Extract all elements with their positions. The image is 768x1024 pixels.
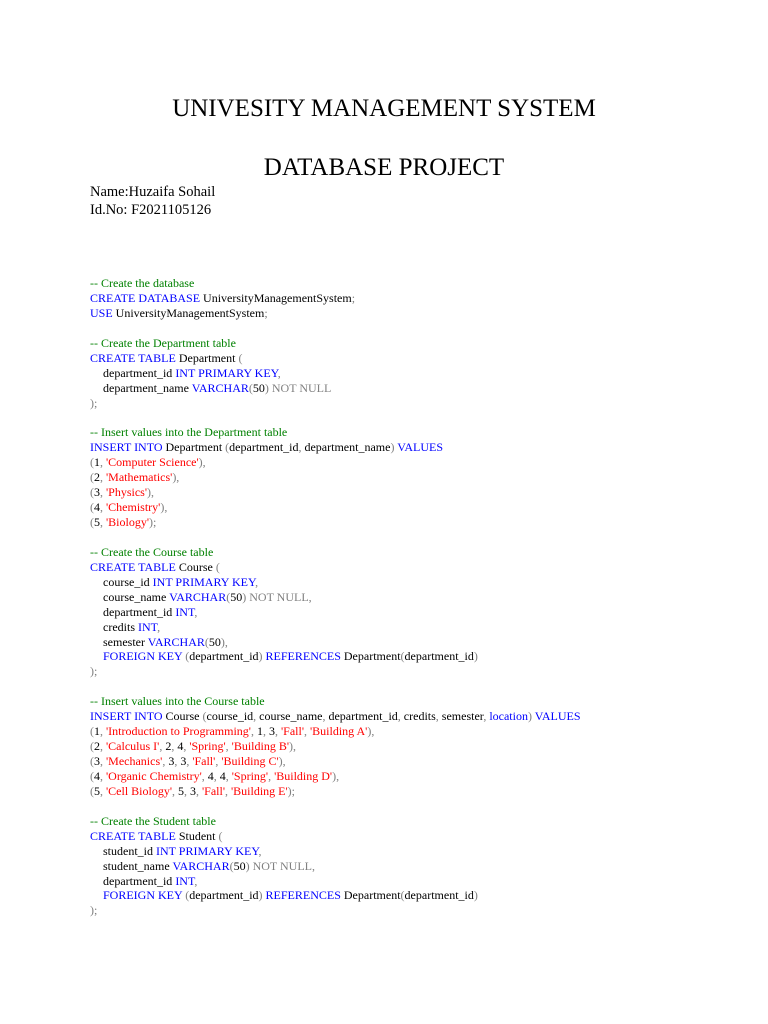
sql-identifier: Course: [178, 559, 216, 574]
sql-comment: -- Create the Department table: [90, 335, 236, 350]
sql-punctuation: ),: [220, 634, 228, 649]
code-line: [90, 649, 581, 664]
sql-identifier: 50: [208, 634, 221, 649]
sql-identifier: Student: [178, 828, 219, 843]
code-line: [90, 381, 581, 396]
sql-string: 'Spring': [231, 768, 269, 783]
sql-punctuation: ,: [250, 724, 257, 739]
sql-punctuation: ,: [174, 754, 181, 768]
sql-keyword: USE: [90, 305, 116, 320]
sql-string: 'Building C': [221, 754, 279, 768]
sql-punctuation: ,: [201, 768, 208, 783]
sql-punctuation: ,: [225, 783, 231, 798]
sql-punctuation: ,: [100, 768, 106, 783]
sql-punctuation: );: [90, 903, 98, 918]
sql-punctuation: (: [90, 724, 94, 739]
sql-identifier: department_name: [304, 440, 391, 455]
sql-punctuation: (: [248, 380, 253, 395]
code-line: [90, 306, 581, 321]
sql-string: 'Introduction to Programming': [106, 724, 251, 739]
sql-string: 'Building E': [231, 783, 288, 798]
sql-identifier: semester: [441, 709, 484, 724]
sql-punctuation: ,: [268, 768, 275, 783]
sql-string: 'Chemistry': [106, 500, 161, 515]
code-line: [90, 664, 581, 679]
sql-punctuation: ,: [159, 739, 166, 754]
sql-identifier: course_id: [206, 709, 254, 724]
code-line: [90, 784, 581, 799]
sql-identifier: 1: [94, 724, 100, 739]
sql-identifier: student_id: [103, 843, 156, 858]
sql-string: 'Fall': [192, 754, 216, 768]
blank-line: [90, 679, 581, 694]
sql-punctuation: (: [400, 649, 405, 664]
sql-identifier: department_name: [103, 380, 192, 395]
sql-punctuation: );: [90, 395, 98, 410]
code-line: [90, 515, 581, 530]
sql-identifier: 2: [94, 470, 100, 485]
sql-punctuation: ,: [196, 783, 202, 798]
sql-identifier: course_name: [259, 709, 323, 724]
sql-punctuation: (: [225, 440, 230, 455]
sql-punctuation: ,: [225, 768, 232, 783]
sql-punctuation: ;: [351, 290, 356, 305]
code-line: [90, 485, 581, 500]
sql-identifier: UniversityManagementSystem: [115, 305, 265, 320]
sql-keyword: VALUES: [397, 440, 444, 455]
sql-string: 'Fall': [280, 724, 304, 739]
code-line: [90, 694, 581, 709]
sql-identifier: department_id: [189, 649, 259, 664]
sql-punctuation: (: [90, 500, 94, 515]
sql-keyword: CREATE TABLE: [90, 828, 179, 843]
sql-punctuation: ),: [367, 724, 375, 739]
sql-punctuation: ,: [100, 515, 106, 529]
sql-keyword: location: [489, 709, 528, 724]
sql-punctuation: ,: [100, 500, 106, 515]
sql-punctuation: (: [90, 754, 94, 768]
blank-line: [90, 410, 581, 425]
sql-identifier: 1: [94, 455, 100, 470]
sql-identifier: 4: [94, 768, 100, 783]
sql-punctuation: ,: [322, 709, 329, 724]
code-line: [90, 575, 581, 590]
sql-string: 'Building B': [231, 739, 289, 754]
sql-identifier: 5: [178, 783, 184, 798]
sql-punctuation: ): [473, 649, 478, 664]
sql-comment: -- Insert values into the Course table: [90, 694, 265, 709]
code-line: [90, 724, 581, 739]
code-line: [90, 635, 581, 650]
sql-identifier: department_id: [103, 873, 176, 888]
sql-punctuation: (: [226, 589, 231, 604]
sql-punctuation: ,: [171, 739, 178, 754]
sql-keyword: REFERENCES: [265, 649, 344, 664]
sql-identifier: 4: [207, 768, 214, 783]
sql-identifier: 4: [219, 768, 226, 783]
blank-line: [90, 799, 581, 814]
sql-identifier: credits: [403, 709, 436, 724]
sql-keyword: INT: [175, 604, 195, 619]
sql-string: 'Organic Chemistry': [106, 768, 202, 783]
sql-punctuation: ,: [100, 485, 106, 500]
sql-punctuation: ,: [253, 709, 260, 724]
sql-punctuation: ): [390, 440, 398, 455]
sql-punctuation: ): [258, 649, 266, 664]
sql-punctuation: (: [90, 515, 94, 529]
sql-keyword: INT PRIMARY KEY: [152, 574, 256, 589]
sql-punctuation: ,: [100, 783, 106, 798]
sql-punctuation: );: [287, 783, 296, 798]
sql-string: 'Spring': [189, 739, 226, 754]
sql-identifier: department_id: [103, 365, 176, 380]
code-line: [90, 276, 581, 291]
sql-code-block: [90, 276, 581, 918]
sql-punctuation: ,: [262, 724, 269, 739]
sql-punctuation: ),: [172, 470, 180, 485]
sql-punctuation: ;: [264, 305, 268, 320]
code-line: [90, 620, 581, 635]
sql-identifier: department_id: [404, 649, 474, 664]
sql-identifier: Department: [178, 350, 239, 365]
sql-punctuation: (: [90, 485, 94, 500]
author-name: Name:Huzaifa Sohail: [90, 184, 216, 200]
sql-keyword: CREATE DATABASE: [90, 290, 204, 305]
sql-punctuation: ,: [274, 724, 281, 739]
sql-string: 'Building A': [309, 724, 368, 739]
sql-identifier: 2: [165, 739, 172, 754]
sql-punctuation: ,: [225, 739, 232, 754]
sql-punctuation: ,: [184, 783, 190, 798]
code-line: [90, 859, 581, 874]
sql-punctuation: ),: [160, 500, 168, 515]
sql-string: 'Computer Science': [106, 455, 199, 470]
sql-punctuation: ,: [194, 604, 198, 619]
sql-identifier: 3: [94, 754, 100, 768]
sql-punctuation: (: [218, 828, 223, 843]
sql-identifier: 3: [190, 783, 196, 798]
sql-identifier: semester: [103, 634, 148, 649]
sql-identifier: 3: [168, 754, 175, 768]
sql-identifier: 1: [256, 724, 263, 739]
sql-punctuation: ,: [100, 470, 106, 485]
sql-identifier: Department: [165, 440, 226, 455]
sql-punctuation: ,: [213, 768, 220, 783]
sql-keyword: REFERENCES: [265, 888, 344, 903]
code-line: [90, 560, 581, 575]
sql-punctuation: ,: [100, 455, 106, 470]
sql-identifier: 3: [268, 724, 275, 739]
sql-punctuation: ),: [147, 485, 154, 500]
sql-keyword: INT: [175, 873, 195, 888]
code-line: [90, 500, 581, 515]
sql-punctuation: ) NOT NULL: [264, 380, 332, 395]
sql-punctuation: ),: [332, 768, 340, 783]
code-line: [90, 874, 581, 889]
sql-identifier: 3: [94, 485, 100, 500]
code-line: [90, 396, 581, 411]
sql-string: 'Biology': [106, 515, 149, 529]
document-title: UNIVESITY MANAGEMENT SYSTEM: [172, 95, 596, 122]
sql-comment: -- Insert values into the Department table: [90, 425, 288, 440]
sql-keyword: INT PRIMARY KEY: [175, 365, 278, 380]
sql-punctuation: ,: [277, 365, 281, 380]
sql-punctuation: ),: [278, 754, 286, 768]
sql-punctuation: ,: [298, 440, 305, 455]
sql-keyword: INT: [138, 619, 158, 634]
sql-comment: -- Create the Student table: [90, 813, 216, 828]
sql-punctuation: ,: [435, 709, 442, 724]
sql-punctuation: ,: [483, 709, 490, 724]
sql-identifier: credits: [103, 619, 138, 634]
sql-keyword: VARCHAR: [172, 858, 230, 873]
sql-punctuation: ) NOT NULL,: [245, 858, 316, 873]
sql-punctuation: (: [90, 455, 94, 470]
code-line: [90, 545, 581, 560]
code-line: [90, 291, 581, 306]
sql-keyword: VARCHAR: [191, 380, 249, 395]
sql-string: 'Mathematics': [106, 470, 173, 485]
sql-identifier: department_id: [404, 888, 474, 903]
code-line: [90, 440, 581, 455]
sql-punctuation: (: [202, 709, 207, 724]
sql-string: 'Building D': [274, 768, 333, 783]
sql-keyword: CREATE TABLE: [90, 559, 179, 574]
sql-identifier: department_id: [328, 709, 398, 724]
code-line: [90, 455, 581, 470]
sql-punctuation: (: [90, 470, 94, 485]
code-line: [90, 903, 581, 918]
sql-keyword: FOREIGN KEY: [103, 649, 186, 664]
sql-punctuation: ,: [162, 754, 169, 768]
code-line: [90, 709, 581, 724]
sql-punctuation: ),: [198, 455, 206, 470]
sql-keyword: FOREIGN KEY: [103, 888, 186, 903]
sql-punctuation: ,: [194, 873, 198, 888]
sql-identifier: course_name: [103, 589, 170, 604]
sql-punctuation: (: [229, 858, 234, 873]
sql-punctuation: ,: [186, 754, 193, 768]
sql-punctuation: ): [527, 709, 535, 724]
sql-identifier: UniversityManagementSystem: [203, 290, 352, 305]
code-line: [90, 769, 581, 784]
code-line: [90, 425, 581, 440]
sql-punctuation: );: [90, 664, 98, 679]
sql-punctuation: (: [90, 783, 94, 798]
sql-string: 'Physics': [106, 485, 147, 500]
document-subtitle: DATABASE PROJECT: [263, 154, 505, 181]
sql-punctuation: (: [185, 649, 190, 664]
sql-keyword: VALUES: [534, 709, 581, 724]
sql-punctuation: (: [238, 350, 243, 365]
sql-identifier: department_id: [189, 888, 259, 903]
code-line: [90, 888, 581, 903]
sql-comment: -- Create the database: [90, 276, 195, 290]
sql-identifier: Department: [343, 888, 401, 903]
sql-keyword: INSERT INTO: [90, 709, 166, 724]
code-line: [90, 844, 581, 859]
sql-identifier: 50: [230, 589, 243, 604]
code-line: [90, 829, 581, 844]
sql-punctuation: (: [215, 559, 220, 574]
sql-keyword: INSERT INTO: [90, 440, 166, 455]
sql-string: 'Calculus I': [106, 739, 160, 754]
code-line: [90, 754, 581, 769]
sql-identifier: department_id: [229, 440, 299, 455]
code-line: [90, 366, 581, 381]
sql-identifier: 50: [233, 858, 246, 873]
sql-punctuation: ,: [183, 739, 190, 754]
sql-punctuation: (: [185, 888, 190, 903]
sql-punctuation: ): [473, 888, 478, 903]
sql-identifier: 4: [94, 500, 100, 515]
sql-comment: -- Create the Course table: [90, 544, 214, 559]
sql-identifier: Department: [343, 649, 401, 664]
sql-string: 'Fall': [202, 783, 225, 798]
code-line: [90, 470, 581, 485]
sql-identifier: 4: [177, 739, 184, 754]
sql-punctuation: ,: [157, 619, 161, 634]
sql-punctuation: (: [204, 634, 209, 649]
sql-keyword: VARCHAR: [147, 634, 205, 649]
sql-identifier: department_id: [103, 604, 176, 619]
sql-keyword: INT PRIMARY KEY: [156, 843, 259, 858]
blank-line: [90, 530, 581, 545]
sql-string: 'Cell Biology': [106, 783, 172, 798]
sql-punctuation: ): [258, 888, 266, 903]
sql-identifier: 5: [94, 515, 100, 529]
sql-identifier: 3: [180, 754, 187, 768]
sql-punctuation: (: [90, 739, 94, 754]
sql-keyword: VARCHAR: [169, 589, 227, 604]
code-line: [90, 336, 581, 351]
code-line: [90, 351, 581, 366]
blank-line: [90, 321, 581, 336]
sql-punctuation: ),: [289, 739, 296, 754]
sql-keyword: CREATE TABLE: [90, 350, 179, 365]
sql-punctuation: ,: [100, 724, 106, 739]
sql-identifier: course_id: [103, 574, 153, 589]
sql-punctuation: ,: [397, 709, 404, 724]
sql-punctuation: (: [90, 768, 94, 783]
sql-punctuation: ,: [172, 783, 178, 798]
code-line: [90, 814, 581, 829]
sql-identifier: student_name: [103, 858, 173, 873]
sql-identifier: 2: [94, 739, 100, 754]
sql-punctuation: (: [400, 888, 405, 903]
sql-identifier: 50: [252, 380, 265, 395]
sql-string: 'Mechanics': [106, 754, 163, 768]
sql-punctuation: ,: [100, 739, 106, 754]
sql-punctuation: ,: [303, 724, 310, 739]
sql-punctuation: ,: [258, 843, 262, 858]
sql-identifier: Course: [165, 709, 203, 724]
sql-identifier: 5: [94, 783, 100, 798]
code-line: [90, 739, 581, 754]
code-line: [90, 590, 581, 605]
author-id: Id.No: F2021105126: [90, 202, 212, 218]
sql-punctuation: ,: [100, 754, 106, 768]
code-line: [90, 605, 581, 620]
sql-punctuation: ,: [255, 574, 259, 589]
sql-punctuation: ,: [215, 754, 222, 768]
sql-punctuation: );: [149, 515, 157, 529]
sql-punctuation: ) NOT NULL,: [242, 589, 312, 604]
